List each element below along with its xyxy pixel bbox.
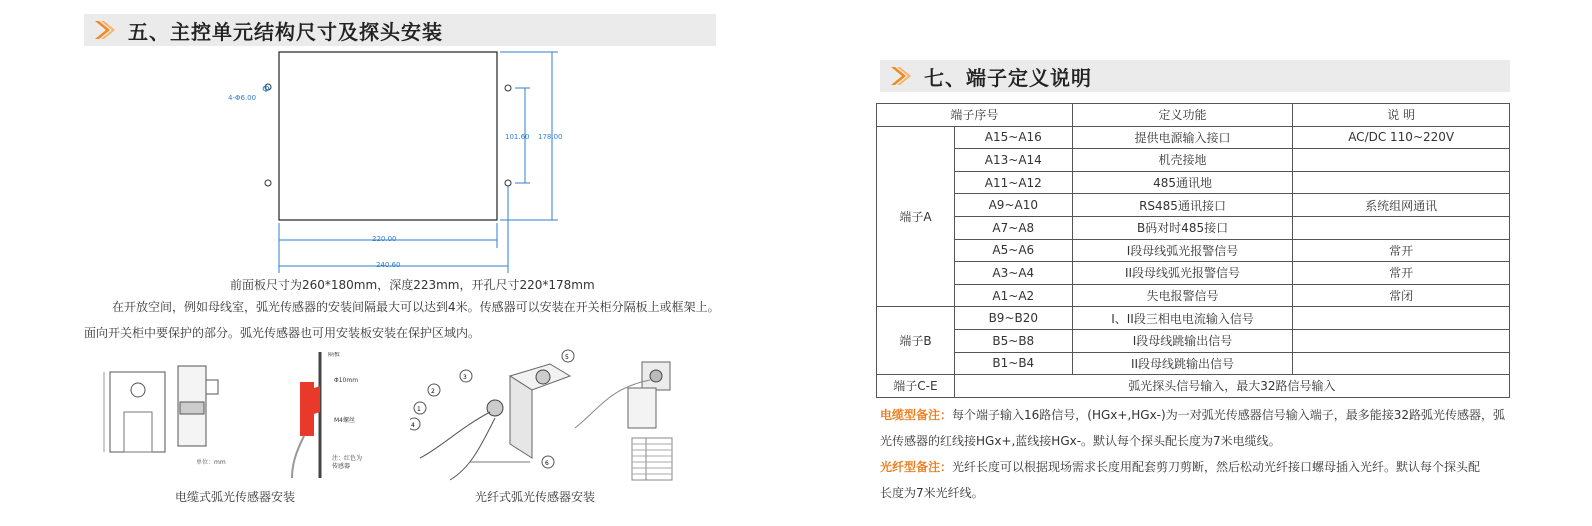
terminal-cell: A15~A16 — [954, 126, 1072, 149]
fiber-note — [880, 454, 1510, 506]
svg-text:传感器: 传感器 — [332, 463, 351, 470]
fiber-note-line2: 长度为7米光纤线。 — [880, 486, 984, 500]
function-cell: B码对时485接口 — [1072, 216, 1293, 239]
mount-hole — [265, 180, 271, 186]
fiber-sensor-drawing — [410, 348, 710, 484]
function-cell: I段母线弧光报警信号 — [1072, 239, 1293, 262]
cable-note — [880, 402, 1510, 454]
function-cell: 485通讯地 — [1072, 171, 1293, 194]
function-cell: II段母线跳输出信号 — [1072, 352, 1293, 375]
note-cell: AC/DC 110~220V — [1293, 126, 1510, 149]
fiber-note-lead: 光纤型备注： — [880, 460, 953, 474]
cable-sensor-caption: 电缆式弧光传感器安装 — [174, 490, 295, 504]
terminal-table — [876, 103, 1510, 398]
terminal-cell: A7~A8 — [954, 216, 1072, 239]
svg-text:6: 6 — [545, 460, 549, 467]
svg-text:Φ10mm: Φ10mm — [334, 377, 359, 384]
note-cell: 常闭 — [1293, 284, 1510, 307]
table-row — [877, 262, 1510, 285]
dim-height-inner: 101.60 — [505, 133, 530, 141]
mount-hole — [505, 85, 511, 91]
note-cell — [1293, 307, 1510, 330]
svg-text:注：红色为: 注：红色为 — [332, 455, 363, 462]
cable-sensor-drawing — [96, 352, 366, 482]
note-cell: 常开 — [1293, 239, 1510, 262]
table-row — [877, 307, 1510, 330]
terminal-cell: A5~A6 — [954, 239, 1072, 262]
table-row — [877, 375, 1510, 398]
group-name: 端子B — [877, 307, 955, 375]
table-row — [877, 352, 1510, 375]
function-cell: I段母线跳输出信号 — [1072, 329, 1293, 352]
chevron-right-icon — [92, 17, 118, 43]
svg-text:1: 1 — [417, 406, 421, 413]
front-panel-outline — [279, 52, 497, 220]
function-cell: 提供电源输入接口 — [1072, 126, 1293, 149]
svg-text:隔板: 隔板 — [328, 352, 341, 358]
function-cell: 弧光探头信号输入，最大32路信号输入 — [954, 375, 1509, 398]
function-cell: 机壳接地 — [1072, 149, 1293, 172]
svg-text:单位：mm: 单位：mm — [196, 459, 226, 466]
terminal-cell: A9~A10 — [954, 194, 1072, 217]
fiber-note-line1: 光纤长度可以根据现场需求长度用配套剪刀剪断，然后松动光纤接口螺母插入光纤。默认每个探头配 — [952, 460, 1481, 474]
table-row — [877, 171, 1510, 194]
hole-label: 4-Φ6.00 — [228, 94, 257, 102]
panel-size-caption: 前面板尺寸为260*180mm，深度223mm，开孔尺寸220*178mm — [230, 278, 595, 292]
terminal-cell: A3~A4 — [954, 262, 1072, 285]
svg-text:3: 3 — [463, 374, 467, 381]
table-row — [877, 284, 1510, 307]
dim-width-inner: 220.00 — [372, 235, 397, 243]
note-cell — [1293, 329, 1510, 352]
group-name: 端子C-E — [877, 375, 955, 398]
cable-note-lead: 电缆型备注： — [880, 408, 953, 422]
svg-text:4: 4 — [411, 422, 415, 429]
group-name: 端子A — [877, 126, 955, 307]
terminal-cell: B9~B20 — [954, 307, 1072, 330]
header-function: 定义功能 — [1072, 104, 1293, 127]
table-row — [877, 194, 1510, 217]
cable-note-line1: 每个端子输入16路信号，(HGx+,HGx-)为一对弧光传感器信号输入端子，最多能接32路弧光传感器，弧 — [952, 408, 1505, 422]
terminal-cell: A13~A14 — [954, 149, 1072, 172]
section5-title: 五、主控单元结构尺寸及探头安装 — [128, 19, 443, 44]
table-row — [877, 239, 1510, 262]
header-note: 说 明 — [1293, 104, 1510, 127]
panel-dimension-drawing — [220, 48, 580, 278]
cable-note-line2: 光传感器的红线接HGx+,蓝线接HGx-。默认每个探头配长度为7米电缆线。 — [880, 434, 1281, 448]
terminal-cell: B5~B8 — [954, 329, 1072, 352]
note-cell — [1293, 171, 1510, 194]
table-row — [877, 216, 1510, 239]
install-paragraph-line2: 面向开关柜中要保护的部分。弧光传感器也可用安装板安装在保护区域内。 — [84, 326, 481, 340]
svg-text:M4螺丝: M4螺丝 — [334, 417, 355, 424]
svg-text:2: 2 — [431, 388, 435, 395]
note-cell — [1293, 352, 1510, 375]
table-row — [877, 149, 1510, 172]
note-cell — [1293, 216, 1510, 239]
terminal-cell: B1~B4 — [954, 352, 1072, 375]
function-cell: I、II段三相电电流输入信号 — [1072, 307, 1293, 330]
function-cell: 失电报警信号 — [1072, 284, 1293, 307]
note-cell: 系统组网通讯 — [1293, 194, 1510, 217]
terminal-cell: A1~A2 — [954, 284, 1072, 307]
mount-hole — [505, 180, 511, 186]
install-paragraph-line1: 在开放空间，例如母线室，弧光传感器的安装间隔最大可以达到4米。传感器可以安装在开关柜分隔板上或框架上。 — [112, 300, 720, 314]
table-row — [877, 329, 1510, 352]
fiber-sensor-caption: 光纤式弧光传感器安装 — [474, 490, 595, 504]
dim-width-outer: 240.60 — [376, 261, 401, 269]
note-cell — [1293, 149, 1510, 172]
chevron-right-icon — [888, 63, 914, 89]
function-cell: II段母线弧光报警信号 — [1072, 262, 1293, 285]
table-row — [877, 126, 1510, 149]
section7-header — [880, 60, 1510, 92]
terminal-cell: A11~A12 — [954, 171, 1072, 194]
section5-header — [84, 14, 716, 46]
function-cell: RS485通讯接口 — [1072, 194, 1293, 217]
section7-title: 七、端子定义说明 — [924, 65, 1092, 90]
note-cell: 常开 — [1293, 262, 1510, 285]
svg-text:5: 5 — [565, 354, 569, 361]
table-header-row — [877, 104, 1510, 127]
svg-text:Φ: Φ — [262, 84, 270, 95]
header-terminal: 端子序号 — [877, 104, 1073, 127]
dim-height-outer: 178.00 — [538, 133, 563, 141]
